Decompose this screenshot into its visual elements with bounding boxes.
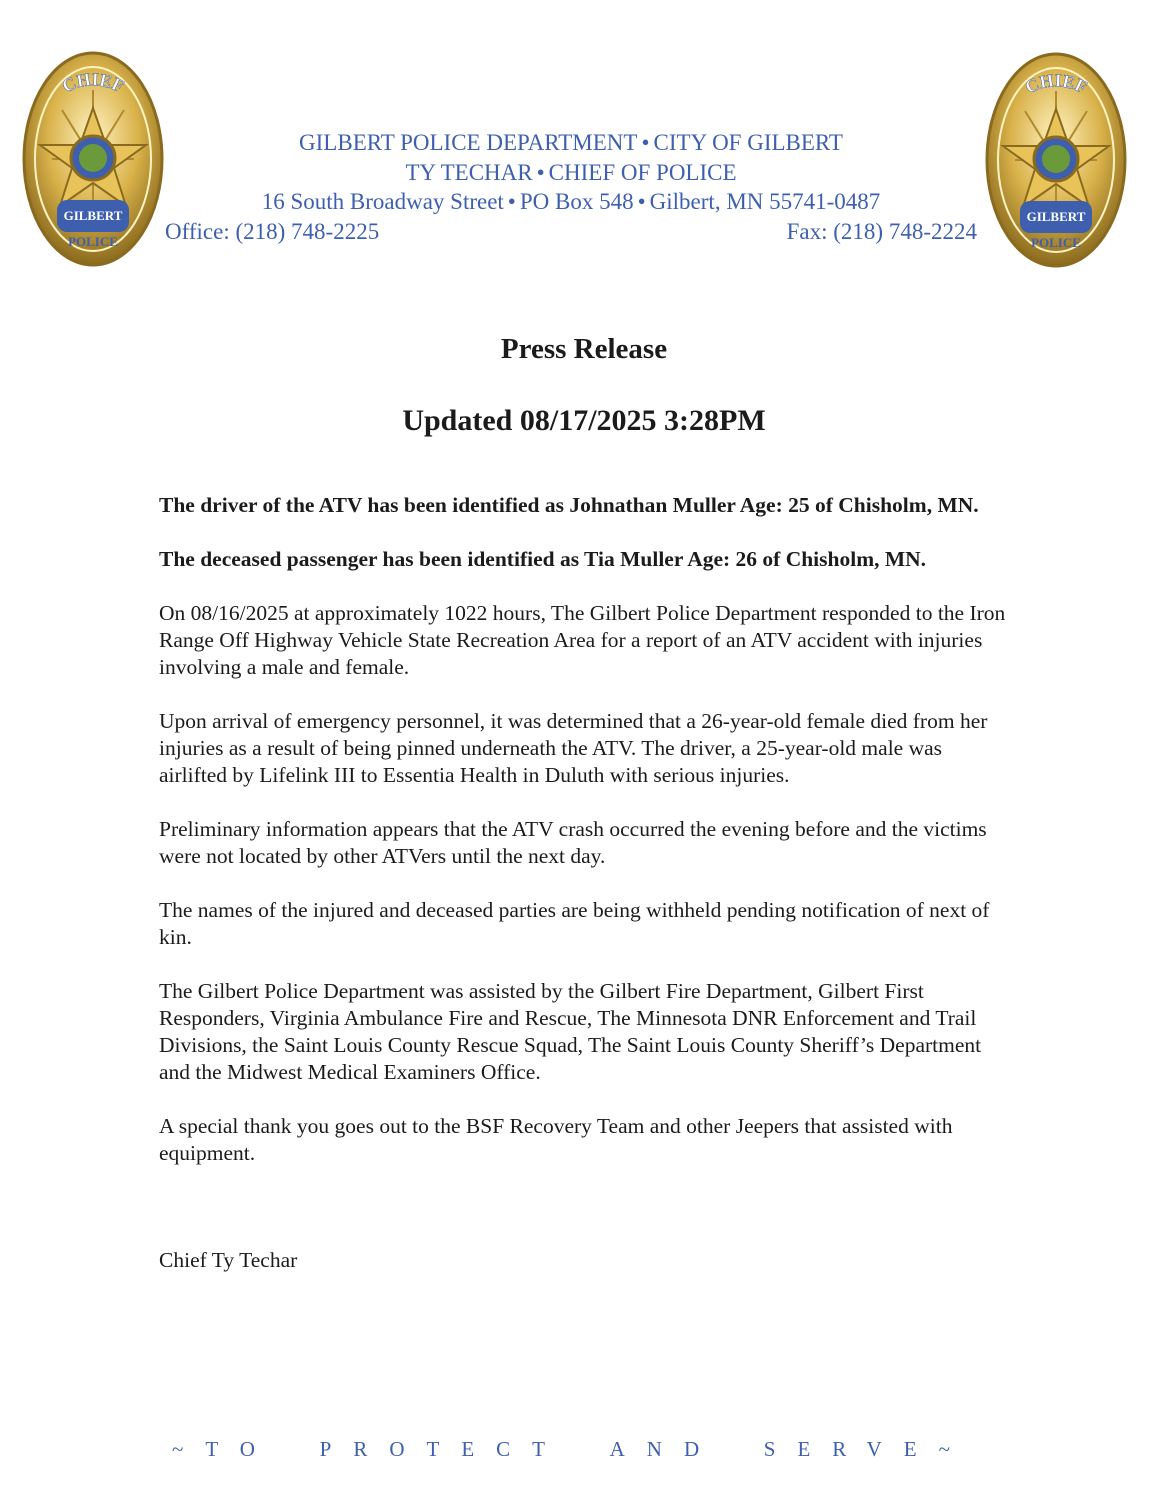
thank-you-paragraph: A special thank you goes out to the BSF Recovery Team and other Jeepers that assisted with equipment. — [159, 1114, 953, 1165]
separator-dot: • — [641, 130, 650, 155]
office-phone: Office: (218) 748-2225 — [165, 218, 380, 244]
fax-number: Fax: (218) 748-2224 — [786, 218, 977, 244]
chief-name: TY TECHAR — [405, 159, 533, 185]
badge-top-text: CHIEF — [59, 69, 128, 97]
footer-motto — [172, 1437, 972, 1462]
incident-paragraph: On 08/16/2025 at approximately 1022 hours, The Gilbert Police Department responded to the Iron Range Off Highway Vehicle State Recreation Area for a report of an ATV accident with injuries involving a male and female. — [159, 601, 1006, 679]
chief-title: CHIEF OF POLICE — [548, 159, 737, 185]
updated-timestamp: Updated 08/17/2025 3:28PM — [402, 404, 766, 437]
page-title: Press Release — [500, 333, 668, 365]
badge-bottom-text-2: POLICE — [1031, 235, 1081, 250]
letterhead-line-2 — [165, 158, 977, 188]
arrival-paragraph: Upon arrival of emergency personnel, it was determined that a 26-year-old female died from her injuries as a result of being pinned underneath the ATV. The driver, a 25-year-old male was airlifted by Lifelink III to Essentia Health in Duluth with serious injuries. — [159, 709, 988, 787]
separator-dot: • — [637, 189, 646, 214]
po-box: PO Box 548 — [519, 189, 634, 214]
motto-word: AND — [609, 1437, 722, 1461]
driver-identification: The driver of the ATV has been identified as Johnathan Muller Age: 25 of Chisholm, MN. — [159, 493, 979, 517]
letterhead-line-1 — [165, 128, 977, 158]
police-badge-left-icon — [22, 50, 164, 268]
letterhead-contact — [165, 217, 977, 247]
badge-bottom-text-2: POLICE — [68, 234, 118, 249]
badge-top-text: CHIEF — [1022, 70, 1091, 98]
street-address: 16 South Broadway Street — [261, 189, 504, 214]
department-name: GILBERT POLICE DEPARTMENT — [299, 130, 638, 155]
motto-word: ~TO — [172, 1437, 277, 1461]
separator-dot: • — [507, 189, 516, 214]
letterhead — [165, 128, 977, 246]
passenger-identification: The deceased passenger has been identified as Tia Muller Age: 26 of Chisholm, MN. — [159, 547, 927, 571]
motto-word: SERVE~ — [763, 1437, 972, 1461]
motto-word: PROTECT — [319, 1437, 567, 1461]
separator-dot: • — [536, 159, 545, 185]
names-withheld-paragraph: The names of the injured and deceased parties are being withheld pending notification of next of kin. — [159, 898, 990, 949]
preliminary-paragraph: Preliminary information appears that the ATV crash occurred the evening before and the victims were not located by other ATVers until the next day. — [159, 817, 987, 868]
badge-bottom-text-1: GILBERT — [63, 208, 123, 223]
police-badge-right-icon — [985, 51, 1127, 269]
city-name: CITY OF GILBERT — [653, 130, 843, 155]
assisting-agencies-paragraph: The Gilbert Police Department was assisted by the Gilbert Fire Department, Gilbert First Responders, Virginia Ambulance Fire and Rescue, The Minnesota DNR Enforcement and Trail Divisions, the Saint Louis County Rescue Squad, The Saint Louis County Sheriff’s Department and the Midwest Medical Examiners Office. — [159, 979, 982, 1084]
signature: Chief Ty Techar — [159, 1248, 298, 1272]
press-release-body — [159, 492, 1009, 1301]
letterhead-address — [165, 187, 977, 217]
city-state-zip: Gilbert, MN 55741-0487 — [649, 189, 881, 214]
badge-bottom-text-1: GILBERT — [1026, 209, 1086, 224]
